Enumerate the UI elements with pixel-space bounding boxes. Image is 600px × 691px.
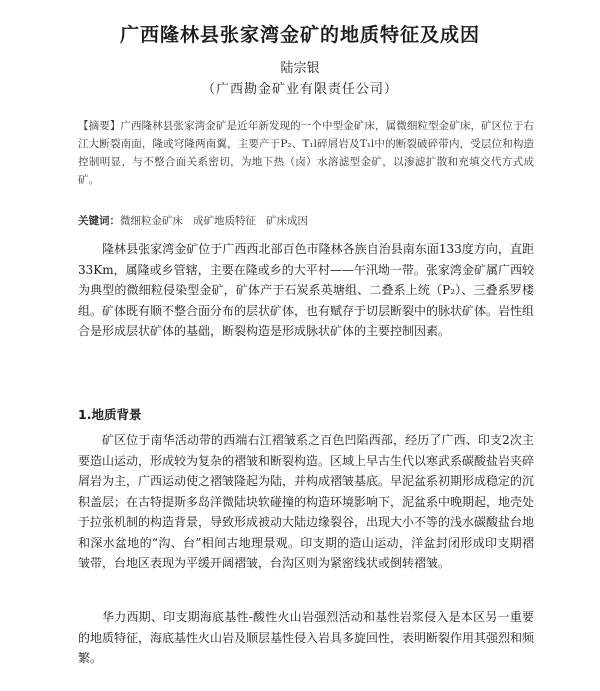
section-heading: 1.地质背景: [78, 407, 142, 422]
keyword-item: 成矿地质特征: [193, 215, 256, 227]
abstract: 【摘要】广西隆林县张家湾金矿是近年新发现的一个中型金矿床，属微细粒型金矿床，矿区位于右江大断裂南面，隆或穹隆两南翼，主要产于P₂、T₁l碎屑岩及T₁l中的断裂破碎带内，受层位和构造控制明显，与不整合面关系密切，为地下热（卤）水溶滤型金矿，以渗滤扩散和充填交代方式成矿。: [78, 120, 534, 186]
keyword-item: 矿床成因: [266, 215, 308, 227]
keyword-item: 微细粒金矿床: [120, 215, 183, 227]
author-affiliation: （广西勘金矿业有限责任公司）: [201, 82, 398, 97]
author-name: 陆宗银: [280, 61, 320, 76]
keywords-label: 关键词：: [78, 215, 120, 227]
body-paragraph: 矿区位于南华活动带的西端右江褶皱系之百色凹陷西部，经历了广西、印支2次主要造山运动，形成较为复杂的褶皱和断裂构造。区域上早古生代以寒武系碳酸盐岩夹碎屑岩为主，广西运动使之褶皱隆起为陆，并构成褶皱基底。早泥盆系初期形成稳定的沉积盖层；在古特提斯多岛洋微陆块软碰撞的构造环境影响下，泥盆系中晚期起，地壳处于拉张机制的构造背景，导致形成被动大陆边缘裂谷，出现大小不等的浅水碳酸盐台地和深水盆地的“沟、台”相间古地理景观。印支期的造山运动，洋盆封闭形成印支期褶皱带，台地区表现为平缓开阔褶皱，台沟区则为紧密线状或倒转褶皱。: [78, 433, 535, 570]
body-paragraph: 华力西期、印支期海底基性-酸性火山岩强烈活动和基性岩浆侵入是本区另一重要的地质特征，海底基性火山岩及顺层基性侵入岩具多旋回性，表明断裂作用其强烈和频繁。: [78, 610, 535, 665]
paper-title: 广西隆林县张家湾金矿的地质特征及成因: [119, 24, 480, 46]
keywords: [78, 213, 534, 229]
intro-paragraph: 隆林县张家湾金矿位于广西西北部百色市隆林各族自治县南东面133度方向，直距33Km，属隆或乡管辖，主要在隆或乡的大平村——午汛坳一带。张家湾金矿属广西较为典型的微细粒侵染型金矿，矿体产于石炭系英塘组、二叠系上统（P₂）、三叠系罗楼组。矿体既有顺不整合面分布的层状矿体，也有赋存于切层断裂中的脉状矿体。岩性组合是形成层状矿体的基础，断裂构造是形成脉状矿体的主要控制因素。: [78, 242, 535, 338]
